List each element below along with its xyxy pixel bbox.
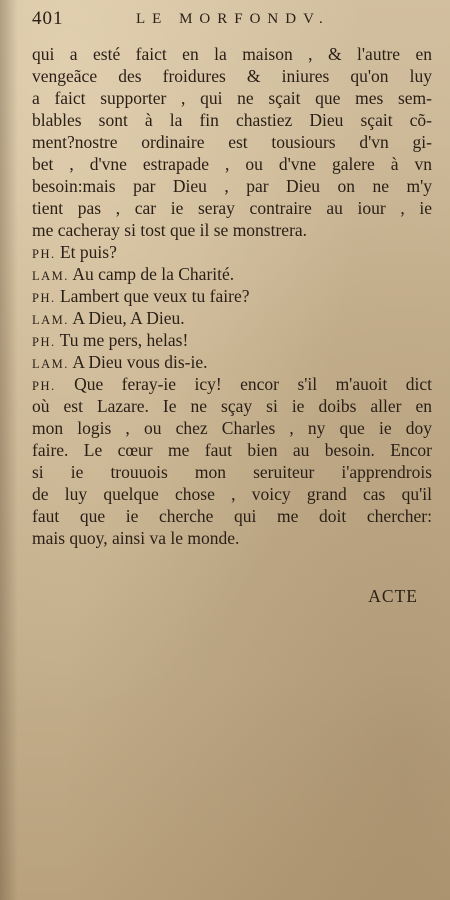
text-line: bet , d'vne estrapade , ou d'vne galere à vn (32, 154, 432, 174)
text-line: tient pas , car ie seray contraire au iour , ie (32, 198, 432, 218)
dialogue-line (32, 263, 432, 285)
speech-text: A Dieu, A Dieu. (72, 308, 185, 328)
final-speech-line (32, 373, 432, 395)
page-edge-shadow (0, 0, 18, 900)
text-line: où est Lazare. Ie ne sçay si ie doibs aller en (32, 396, 432, 416)
speech-text: Lambert que veux tu faire? (59, 286, 250, 306)
speech-text: Que feray-ie icy! encor s'il m'auoit dict (74, 374, 433, 394)
dialogue-line (32, 241, 432, 263)
text-line: besoin:mais par Dieu , par Dieu on ne m'y (32, 176, 432, 196)
text-line: de luy quelque chose , voicy grand cas qu'il (32, 484, 432, 504)
speaker-tag: PH. (32, 335, 56, 349)
dialogue-line (32, 307, 432, 329)
speaker-tag: LAM. (32, 269, 69, 283)
page-header (32, 8, 430, 34)
spacer (32, 561, 432, 573)
speaker-tag: LAM. (32, 313, 69, 327)
speech-text: Et puis? (59, 242, 117, 262)
speaker-tag: PH. (32, 247, 56, 261)
text-line: faire. Le cœur me faut bien au besoin. Encor (32, 440, 432, 460)
text-line: vengeãce des froidures & iniures qu'on luy (32, 66, 432, 86)
speech-text: A Dieu vous dis-ie. (72, 352, 208, 372)
text-line: a faict supporter , qui ne sçait que mes sem- (32, 88, 432, 108)
page-number: 401 (32, 8, 64, 29)
dialogue-line (32, 351, 432, 373)
text-line: si ie trouuois mon seruiteur i'apprendrois (32, 462, 432, 482)
text-line: qui a esté faict en la maison , & l'autre en (32, 44, 432, 64)
text-line: blables sont à la fin chastiez Dieu sçait cõ- (32, 110, 432, 130)
text-line: ment?nostre ordinaire est tousiours d'vn gi- (32, 132, 432, 152)
text-line: me cacheray si tost que il se monstrera. (32, 220, 308, 240)
text-line: mon logis , ou chez Charles , ny que ie doy (32, 418, 432, 438)
dialogue-line (32, 329, 432, 351)
speech-text: Au camp de la Charité. (72, 264, 235, 284)
spacer (32, 549, 432, 561)
speech-text: Tu me pers, helas! (59, 330, 189, 350)
speaker-tag: PH. (32, 291, 56, 305)
speaker-tag: PH. (32, 379, 56, 393)
running-title: LE MORFONDV. (136, 11, 330, 27)
text-line: faut que ie cherche qui me doit chercher: (32, 506, 432, 526)
text-block (32, 43, 432, 607)
catchword: ACTE (368, 586, 418, 606)
spacer (32, 573, 432, 585)
dialogue-line (32, 285, 432, 307)
text-line: mais quoy, ainsi va le monde. (32, 528, 240, 548)
speaker-tag: LAM. (32, 357, 69, 371)
